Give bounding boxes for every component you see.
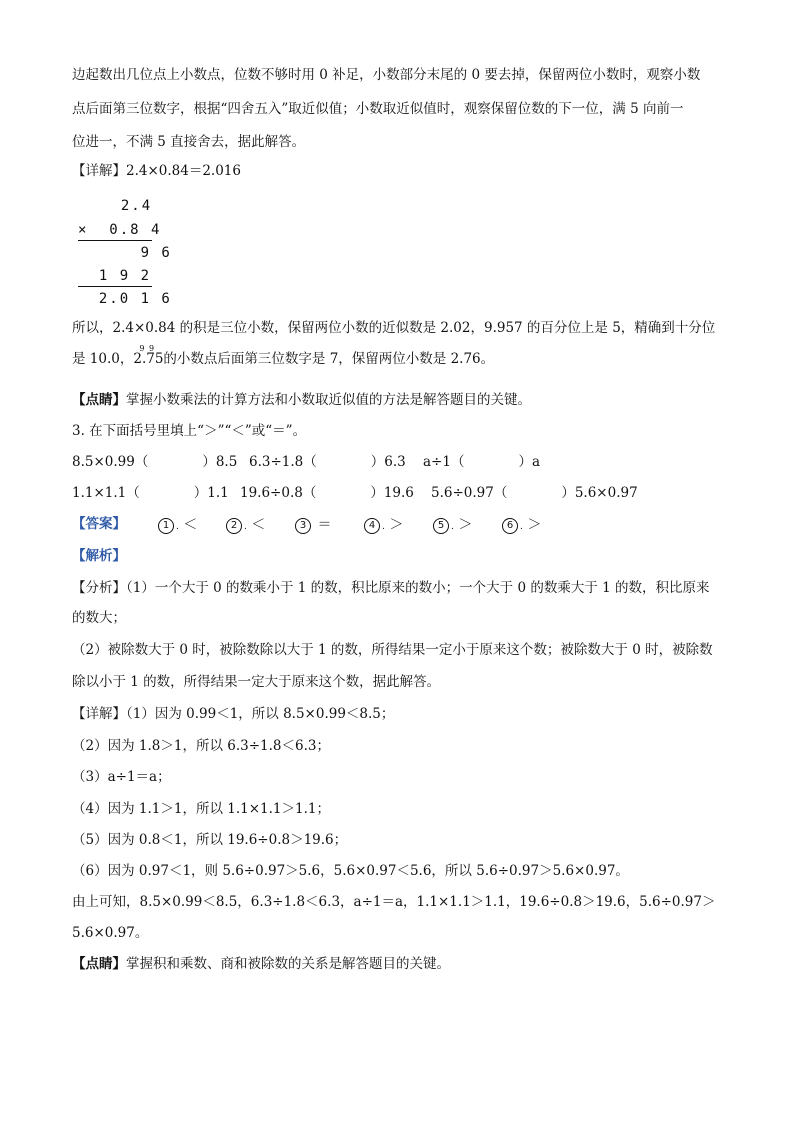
detail-line: （5）因为 0.8＜1，所以 19.6÷0.8＞19.6；	[72, 832, 348, 848]
number-value: 2.75	[133, 351, 164, 367]
answer-item: 2 . ＜	[226, 514, 265, 534]
vertical-rule	[78, 286, 152, 287]
detail-text: （1）因为 0.99＜1，所以 8.5×0.99＜8.5；	[126, 706, 395, 722]
analysis-line: （2）被除数大于 0 时，被除数除以大于 1 的数，所得结果一定小于原来这个数；被除数大于 0 时，被除数	[72, 642, 713, 658]
detail-line: （6）因为 0.97＜1，则 5.6÷0.97＞5.6，5.6×0.97＜5.6，所以 5.6÷0.97＞5.6×0.97。	[72, 863, 629, 879]
line-suffix: 的小数点后面第三位数字是 7，保留两位小数是 2.76。	[163, 351, 495, 367]
circled-number: 4	[364, 518, 380, 534]
detail-line: （3）a÷1＝a；	[72, 769, 171, 785]
answer-item: 6 . ＞	[502, 514, 541, 534]
answer-item	[295, 514, 331, 534]
summary-line: 由上可知，8.5×0.99＜8.5，6.3÷1.8＜6.3，a÷1＝a，1.1×1.1＞1.1，19.6÷0.8＞19.6，5.6÷0.97＞	[72, 894, 716, 910]
question-title: 3. 在下面括号里填上“＞”“＜”或“＝”。	[72, 423, 307, 439]
vertical-row: 1 9 2	[78, 268, 152, 284]
vertical-row: 2.4	[100, 198, 153, 214]
detail-equation: 2.4×0.84＝2.016	[126, 163, 241, 179]
paragraph-line	[72, 344, 495, 369]
analysis-header: 【解析】	[72, 548, 126, 564]
vertical-row: 9 6	[78, 245, 172, 261]
answer-item: 1 . ＜	[158, 514, 197, 534]
vertical-row: 2.0 1 6	[78, 291, 172, 307]
vertical-row: × 0.8 4	[78, 222, 162, 238]
analysis-line: 的数大；	[72, 610, 126, 626]
number-with-marks	[133, 344, 164, 369]
question-row: 1.1×1.1（ ）1.1	[72, 485, 229, 501]
analysis-tag: 【分析】	[72, 580, 126, 596]
answer-symbol: ＞	[527, 517, 542, 533]
circled-number: 5	[433, 518, 449, 534]
question-row: 19.6÷0.8（ ）19.6	[240, 485, 414, 501]
pointer-body: 掌握积和乘数、商和被除数的关系是解答题目的关键。	[126, 956, 450, 972]
circled-number: 2	[226, 518, 242, 534]
detail-tag: 【详解】	[72, 706, 126, 722]
detail-tag: 【详解】	[72, 163, 126, 179]
detail-line: （4）因为 1.1＞1，所以 1.1×1.1＞1.1；	[72, 801, 330, 817]
analysis-line	[72, 578, 710, 598]
detail-line: （2）因为 1.8＞1，所以 6.3÷1.8＜6.3；	[72, 738, 330, 754]
circled-number: 3	[295, 518, 311, 534]
number-marks: 9 9	[139, 344, 156, 353]
analysis-line: 除以小于 1 的数，所得结果一定大于原来这个数，据此解答。	[72, 674, 441, 690]
vertical-rule	[78, 240, 152, 241]
circled-number: 6	[502, 518, 518, 534]
pointer-body: 掌握小数乘法的计算方法和小数取近似值的方法是解答题目的关键。	[126, 392, 531, 408]
paragraph-line: 边起数出几位点上小数点，位数不够时用 0 补足，小数部分末尾的 0 要去掉，保留两位小数时，观察小数	[72, 67, 701, 83]
answer-symbol: ＞	[389, 517, 404, 533]
line-prefix: 是 10.0，	[72, 351, 134, 367]
answer-symbol: ＜	[251, 517, 266, 533]
question-row: 6.3÷1.8（ ）6.3	[249, 454, 406, 470]
paragraph-line: 所以，2.4×0.84 的积是三位小数，保留两位小数的近似数是 2.02，9.957 的百分位上是 5，精确到十分位	[72, 320, 716, 336]
question-row: a÷1（ ）a	[423, 454, 540, 470]
answer-symbol: ＝	[317, 517, 332, 533]
paragraph-line: 点后面第三位数字，根据“四舍五入”取近似值；小数取近似值时，观察保留位数的下一位，满 5 向前一	[72, 101, 684, 117]
question-row	[72, 452, 237, 472]
summary-line: 5.6×0.97。	[72, 925, 149, 941]
question-row: 5.6÷0.97（ ）5.6×0.97	[431, 485, 638, 501]
answer-symbol: ＞	[458, 517, 473, 533]
paragraph-line: 位进一，不满 5 直接舍去，据此解答。	[72, 134, 306, 150]
answer-symbol: ＜	[183, 517, 198, 533]
pointer-tag: 【点睛】	[72, 956, 126, 972]
answer-item: 5 . ＞	[433, 514, 472, 534]
detail-line	[72, 161, 241, 181]
answer-tag: 【答案】	[72, 516, 126, 532]
blank-item: 8.5×0.99（ ）8.5	[72, 454, 238, 470]
detail-line	[72, 704, 394, 724]
pointer-line	[72, 954, 450, 974]
circled-number: 1	[158, 518, 174, 534]
analysis-text: （1）一个大于 0 的数乘小于 1 的数，积比原来的数小；一个大于 0 的数乘大于 1 的数，积比原来	[126, 580, 710, 596]
answer-item: 4 . ＞	[364, 514, 403, 534]
pointer-line	[72, 390, 531, 410]
pointer-tag: 【点睛】	[72, 392, 126, 408]
